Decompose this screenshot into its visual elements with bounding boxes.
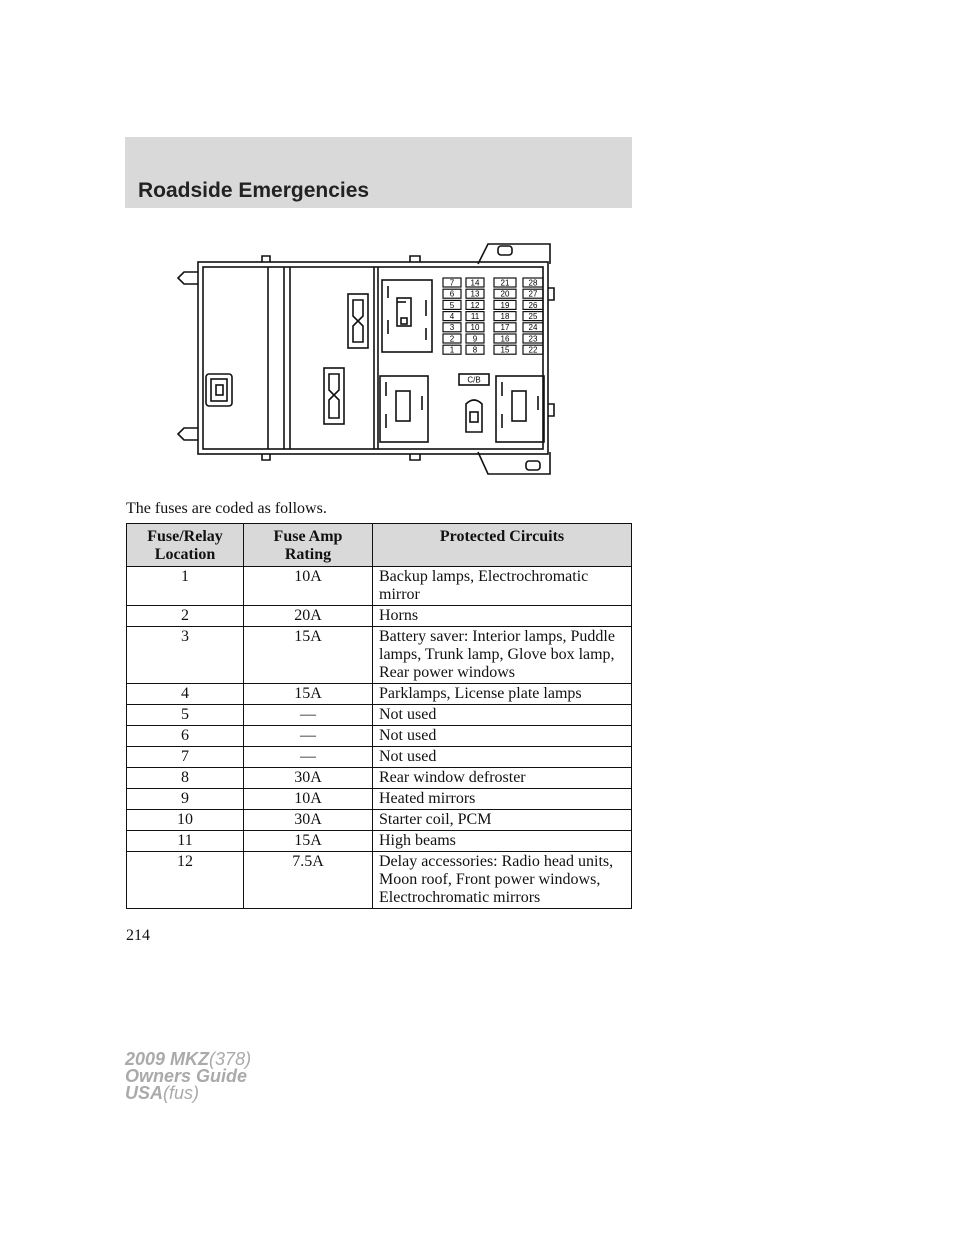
fuse-number-label: 25	[528, 312, 538, 321]
footer-info	[125, 1051, 251, 1102]
page-number: 214	[126, 927, 150, 944]
cell-amp-rating: 30A	[244, 810, 373, 831]
cell-location: 2	[127, 606, 244, 627]
fuse-number-label: 13	[470, 289, 480, 299]
fuse-table	[126, 523, 632, 909]
cell-amp-rating: 15A	[244, 831, 373, 852]
cell-protected-circuits: Horns	[373, 606, 632, 627]
header-location: Fuse/Relay Location	[127, 524, 244, 567]
table-row	[127, 567, 632, 606]
fuse-table-body	[127, 567, 632, 909]
fuse-number-label: 28	[528, 278, 538, 288]
cell-protected-circuits: High beams	[373, 831, 632, 852]
fuse-number-label: 20	[500, 289, 510, 299]
cell-amp-rating: 30A	[244, 768, 373, 789]
fuse-number-label: 6	[449, 289, 455, 299]
fuse-number-label: 1	[449, 345, 455, 355]
footer-model-code: (378)	[209, 1049, 252, 1069]
table-row	[127, 789, 632, 810]
cell-amp-rating: 20A	[244, 606, 373, 627]
cell-location: 3	[127, 627, 244, 684]
fuse-number-label: 26	[528, 300, 538, 310]
table-row	[127, 627, 632, 684]
footer-model: 2009 MKZ	[125, 1049, 210, 1069]
cell-protected-circuits: Starter coil, PCM	[373, 810, 632, 831]
cell-amp-rating: 10A	[244, 567, 373, 606]
cell-amp-rating: 15A	[244, 684, 373, 705]
fuse-panel-diagram	[170, 236, 570, 484]
fuse-number-label: 5	[449, 300, 455, 310]
cell-location: 7	[127, 747, 244, 768]
table-row	[127, 705, 632, 726]
cell-protected-circuits: Delay accessories: Radio head units, Moon roof, Front power windows, Electrochromatic mirrors	[373, 852, 632, 909]
table-row	[127, 768, 632, 789]
fuse-number-label: 17	[500, 323, 510, 333]
fuse-number-label: 8	[472, 345, 478, 355]
fuse-number-label: 3	[449, 323, 455, 333]
cell-location: 6	[127, 726, 244, 747]
cell-protected-circuits: Backup lamps, Electrochromatic mirror	[373, 567, 632, 606]
fuse-grid	[443, 278, 543, 355]
fuse-number-label: 23	[528, 334, 538, 344]
fuse-number-label: 15	[500, 345, 510, 355]
cell-amp-rating: —	[244, 726, 373, 747]
fuse-number-label: 14	[470, 278, 480, 288]
table-row	[127, 810, 632, 831]
section-header	[125, 137, 632, 208]
cell-amp-rating: —	[244, 747, 373, 768]
cell-location: 10	[127, 810, 244, 831]
table-header-row	[127, 524, 632, 567]
table-row	[127, 726, 632, 747]
fuse-number-label: 16	[500, 334, 510, 344]
fuse-number-label: 11	[470, 312, 480, 321]
fuse-number-label: 2	[449, 334, 455, 344]
cell-protected-circuits: Parklamps, License plate lamps	[373, 684, 632, 705]
footer-region-code: (fus)	[163, 1083, 200, 1103]
cell-protected-circuits: Not used	[373, 705, 632, 726]
cell-location: 8	[127, 768, 244, 789]
cell-protected-circuits: Not used	[373, 747, 632, 768]
cell-protected-circuits: Not used	[373, 726, 632, 747]
cell-protected-circuits: Heated mirrors	[373, 789, 632, 810]
fuse-number-label: 7	[449, 278, 455, 288]
cell-location: 1	[127, 567, 244, 606]
cell-amp-rating: 15A	[244, 627, 373, 684]
cell-location: 5	[127, 705, 244, 726]
fuse-number-label: 27	[528, 289, 538, 299]
table-row	[127, 831, 632, 852]
header-protected-circuits: Protected Circuits	[373, 524, 632, 567]
table-row	[127, 747, 632, 768]
header-amp-rating: Fuse Amp Rating	[244, 524, 373, 567]
fuse-number-label: 18	[500, 312, 510, 321]
fuse-number-label: 21	[500, 278, 510, 288]
fuse-number-label: 24	[528, 323, 538, 333]
cell-location: 12	[127, 852, 244, 909]
cb-label: C/B	[467, 375, 481, 385]
fuse-number-label: 4	[449, 312, 455, 321]
section-title: Roadside Emergencies	[138, 179, 370, 202]
cell-amp-rating: 7.5A	[244, 852, 373, 909]
intro-text: The fuses are coded as follows.	[126, 500, 327, 517]
cell-location: 9	[127, 789, 244, 810]
cell-location: 11	[127, 831, 244, 852]
fuse-number-label: 19	[500, 300, 510, 310]
footer-guide: Owners Guide	[125, 1066, 248, 1086]
cell-protected-circuits: Battery saver: Interior lamps, Puddle lamps, Trunk lamp, Glove box lamp, Rear power windows	[373, 627, 632, 684]
fuse-number-label: 12	[470, 300, 480, 310]
fuse-number-label: 22	[528, 345, 538, 355]
footer-region: USA	[125, 1083, 164, 1103]
table-row	[127, 606, 632, 627]
cell-amp-rating: —	[244, 705, 373, 726]
table-row	[127, 852, 632, 909]
cell-location: 4	[127, 684, 244, 705]
fuse-number-label: 9	[472, 334, 478, 344]
cell-amp-rating: 10A	[244, 789, 373, 810]
fuse-number-label: 10	[470, 323, 480, 333]
cell-protected-circuits: Rear window defroster	[373, 768, 632, 789]
table-row	[127, 684, 632, 705]
